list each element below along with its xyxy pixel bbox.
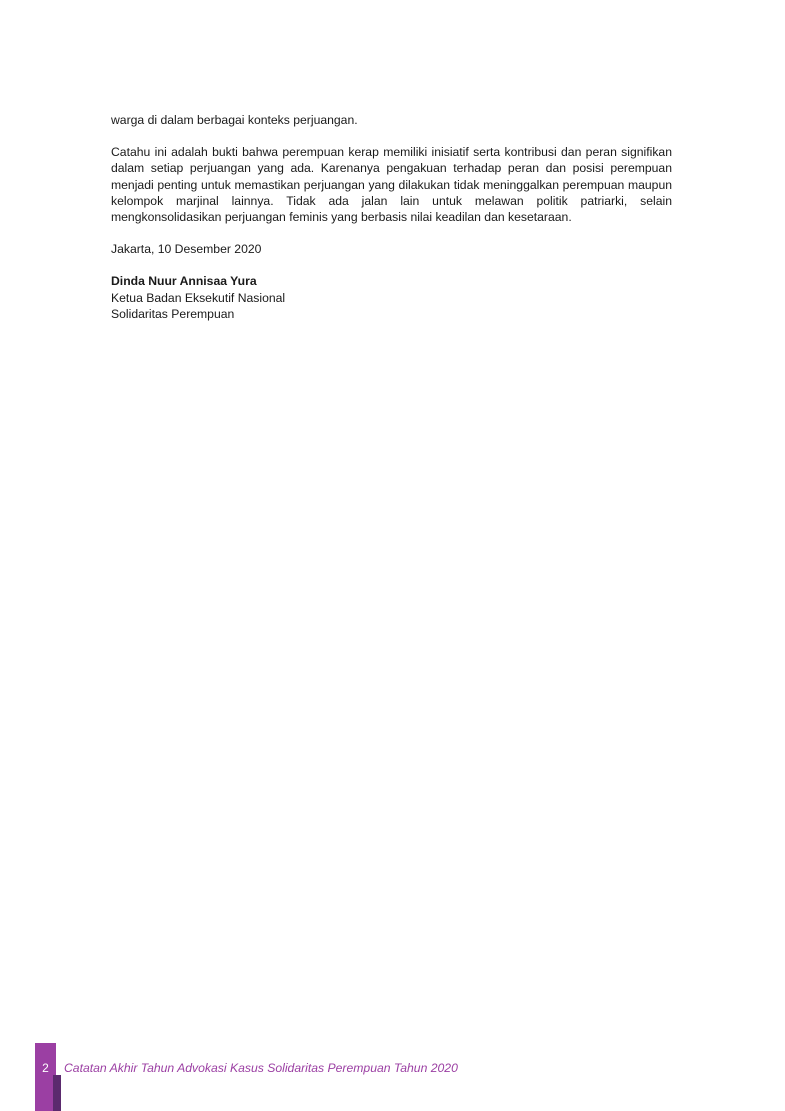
paragraph-gap — [111, 257, 672, 273]
paragraph-gap — [111, 128, 672, 144]
continued-paragraph-line: warga di dalam berbagai konteks perjuangan. — [111, 113, 358, 127]
catahu-paragraph: Catahu ini adalah bukti bahwa perempuan kerap memiliki inisiatif serta kontribusi dan peran signifikan dalam setiap perjuangan yang ada. Karenanya pengakuan terhadap peran dan posisi perempuan menjadi penting untuk memastikan perjuangan yang dilakukan tidak meninggalkan perempuan maupun kelompok marjinal lainnya. Tidak ada jalan lain untuk melawan politik patriarki, selain mengkonsolidasikan perjuangan feminis yang berbasis nilai keadilan dan kesetaraan. — [111, 145, 672, 225]
footer-dark-bar — [53, 1075, 61, 1111]
page-number: 2 — [42, 1061, 49, 1075]
document-body — [111, 112, 672, 322]
signatory-organization: Solidaritas Perempuan — [111, 306, 235, 321]
place-date: Jakarta, 10 Desember 2020 — [111, 242, 262, 257]
signature-block — [111, 273, 672, 322]
signatory-position: Ketua Badan Eksekutif Nasional — [111, 290, 286, 305]
footer-running-title: Catatan Akhir Tahun Advokasi Kasus Solidaritas Perempuan Tahun 2020 — [64, 1061, 458, 1075]
signatory-name: Dinda Nuur Annisaa Yura — [111, 274, 257, 289]
paragraph-gap — [111, 225, 672, 241]
